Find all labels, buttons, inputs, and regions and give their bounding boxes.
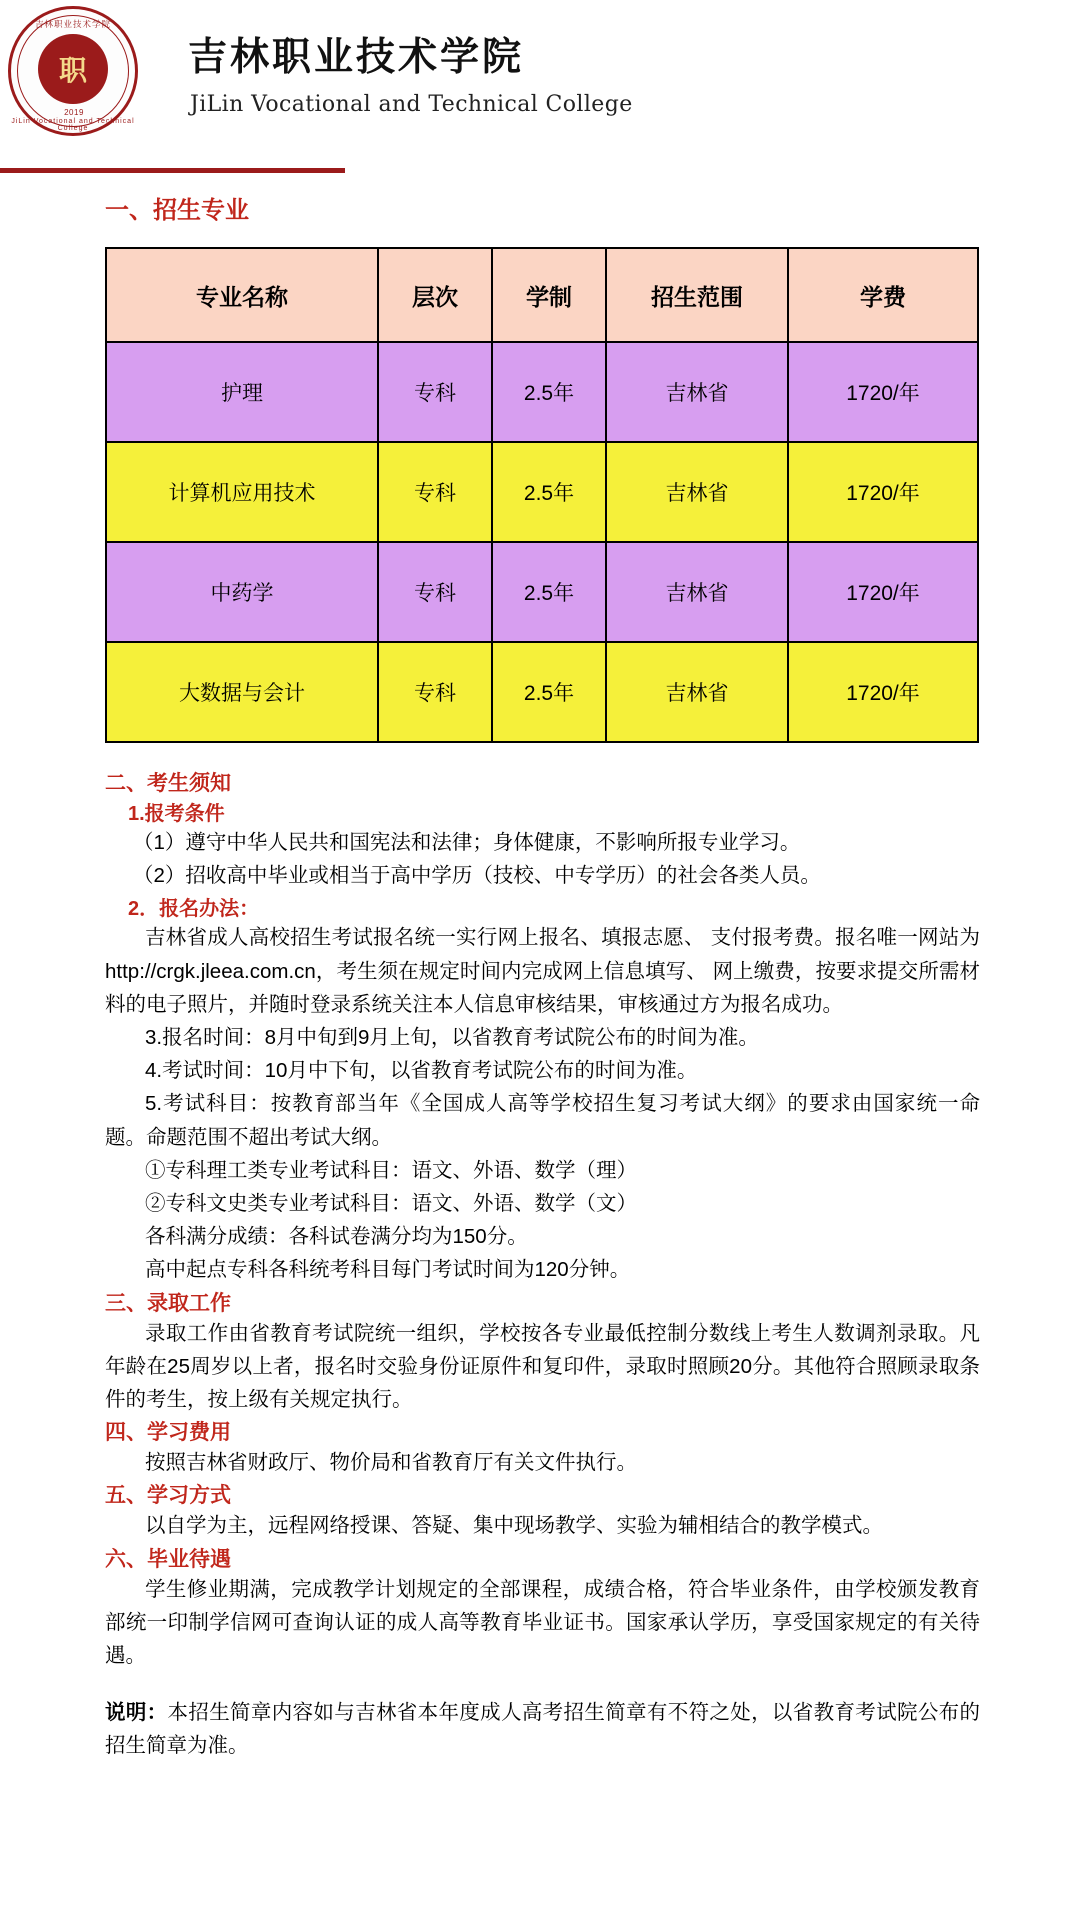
section-heading-majors: 一、招生专业 — [105, 197, 249, 224]
admission-paragraph: 录取工作由省教育考试院统一组织，学校按各专业最低控制分数线上考生人数调剂录取。凡年龄在25周岁以上者，报名时交验身份证原件和复印件，录取时照顾20分。其他符合照顾录取条件的考生，按上级有关规定执行。 — [105, 1321, 980, 1412]
subsection-heading-requirements: 1.报考条件 — [128, 803, 225, 825]
cell-major: 大数据与会计 — [106, 642, 378, 742]
cell-duration: 2.5年 — [492, 642, 606, 742]
cell-fee: 1720/年 — [788, 542, 978, 642]
cell-duration: 2.5年 — [492, 542, 606, 642]
logo-founding-year: 2019 — [64, 108, 84, 117]
page-header — [0, 0, 1080, 150]
exam-time: 4.考试时间：10月中下旬，以省教育考试院公布的时间为准。 — [145, 1059, 698, 1083]
cell-scope: 吉林省 — [606, 642, 788, 742]
requirement-item-1: （1）遵守中华人民共和国宪法和法律；身体健康，不影响所报专业学习。 — [133, 831, 801, 854]
cell-level: 专科 — [378, 442, 492, 542]
document-content — [0, 190, 1080, 1763]
cell-fee: 1720/年 — [788, 342, 978, 442]
graduation-paragraph: 学生修业期满，完成教学计划规定的全部课程，成绩合格，符合毕业条件，由学校颁发教育部统一印制学信网可查询认证的成人高等教育毕业证书。国家承认学历，享受国家规定的有关待遇。 — [105, 1577, 980, 1668]
cell-scope: 吉林省 — [606, 442, 788, 542]
exam-full-score: 各科满分成绩：各科试卷满分均为150分。 — [145, 1225, 528, 1249]
column-header-scope: 招生范围 — [606, 248, 788, 342]
cell-level: 专科 — [378, 642, 492, 742]
table-row — [106, 342, 978, 442]
cell-scope: 吉林省 — [606, 342, 788, 442]
study-mode-paragraph: 以自学为主，远程网络授课、答疑、集中现场教学、实验为辅相结合的教学模式。 — [145, 1514, 883, 1538]
cell-fee: 1720/年 — [788, 442, 978, 542]
majors-table-wrapper — [105, 247, 977, 743]
cell-duration: 2.5年 — [492, 442, 606, 542]
table-header-row — [106, 248, 978, 342]
cell-level: 专科 — [378, 542, 492, 642]
section-heading-tuition: 四、学习费用 — [105, 1421, 231, 1445]
column-header-duration: 学制 — [492, 248, 606, 342]
closing-note-text: 本招生简章内容如与吉林省本年度成人高考招生简章有不符之处，以省教育考试院公布的招生简章为准。 — [105, 1701, 981, 1758]
column-header-major: 专业名称 — [106, 248, 378, 342]
page-subtitle: JiLin Vocational and Technical College — [190, 92, 633, 117]
cell-level: 专科 — [378, 342, 492, 442]
section-heading-notice: 二、考生须知 — [105, 772, 231, 795]
cell-major: 护理 — [106, 342, 378, 442]
section-heading-admission: 三、录取工作 — [105, 1291, 231, 1315]
logo-arc-top-text: 吉林职业技术学院 — [34, 19, 111, 29]
section-heading-study-mode: 五、学习方式 — [105, 1484, 231, 1508]
logo-core-glyph: 职 — [38, 34, 108, 104]
exam-subjects-arts: ②专科文史类专业考试科目：语文、外语、数学（文） — [145, 1192, 637, 1216]
majors-table — [105, 247, 979, 743]
table-row — [106, 542, 978, 642]
section-heading-graduation: 六、毕业待遇 — [105, 1547, 231, 1571]
requirement-item-2: （2）招收高中毕业或相当于高中学历（技校、中专学历）的社会各类人员。 — [133, 864, 821, 888]
table-row — [106, 442, 978, 542]
closing-note-label: 说明： — [105, 1701, 168, 1725]
exam-subjects-science: ①专科理工类专业考试科目：语文、外语、数学（理） — [145, 1158, 637, 1182]
registration-paragraph: 吉林省成人高校招生考试报名统一实行网上报名、填报志愿、 支付报考费。报名唯一网站为 http://crgk.jleea.com.cn，考生须在规定时间内完成网上信息填写、 网上缴费，按要求提交所需材料的电子照片，并随时登录系统关注本人信息审核结果，审核通过方为报名成功。 — [105, 926, 980, 1016]
column-header-level: 层次 — [378, 248, 492, 342]
cell-scope: 吉林省 — [606, 542, 788, 642]
registration-time: 3.报名时间：8月中旬到9月上旬，以省教育考试院公布的时间为准。 — [145, 1026, 759, 1050]
header-divider — [0, 168, 345, 173]
cell-duration: 2.5年 — [492, 342, 606, 442]
cell-major: 计算机应用技术 — [106, 442, 378, 542]
cell-major: 中药学 — [106, 542, 378, 642]
subsection-heading-registration: 2．报名办法： — [128, 898, 260, 921]
column-header-fee: 学费 — [788, 248, 978, 342]
tuition-paragraph: 按照吉林省财政厅、物价局和省教育厅有关文件执行。 — [145, 1451, 637, 1475]
logo-arc-bottom-text: JiLin Vocational and Technical College — [11, 118, 135, 132]
closing-note — [0, 1696, 1080, 1762]
table-row — [106, 642, 978, 742]
page-title: 吉林职业技术学院 — [188, 34, 525, 80]
exam-duration: 高中起点专科各科统考科目每门考试时间为120分钟。 — [145, 1258, 631, 1282]
cell-fee: 1720/年 — [788, 642, 978, 742]
college-logo — [8, 6, 140, 138]
exam-subjects: 5.考试科目：按教育部当年《全国成人高等学校招生复习考试大纲》的要求由国家统一命题。命题范围不超出考试大纲。 — [105, 1092, 980, 1149]
